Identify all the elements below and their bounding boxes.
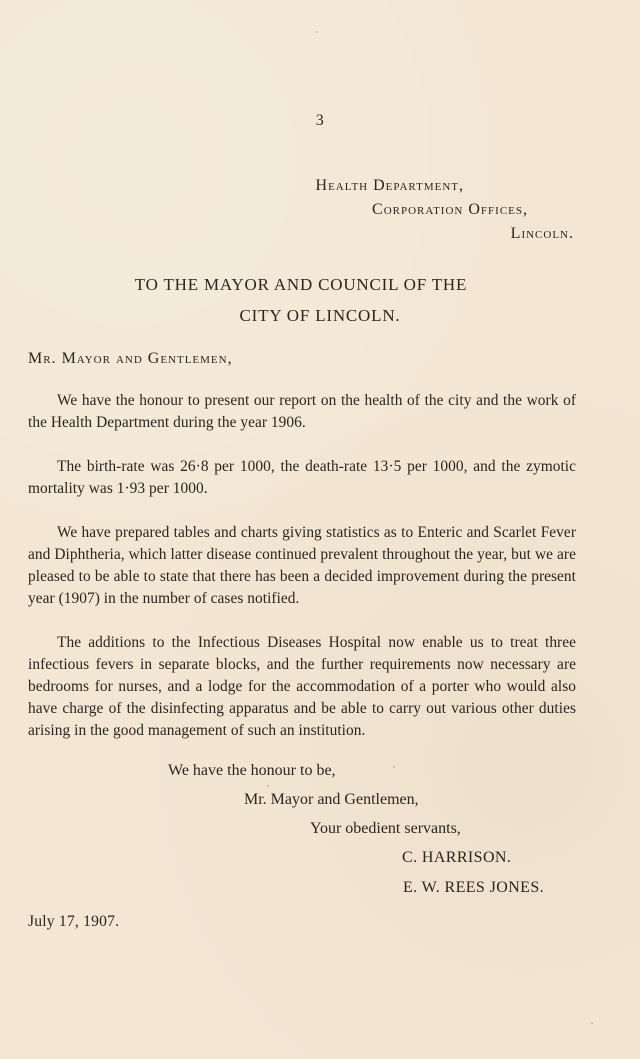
paper-speck bbox=[431, 212, 433, 214]
letter-body bbox=[28, 390, 576, 742]
paragraph-rates: The birth-rate was 26·8 per 1000, the death-rate 13·5 per 1000, and the zymotic mortality was 1·93 per 1000. bbox=[28, 458, 576, 497]
page-number: 3 bbox=[315, 112, 325, 129]
sender-address bbox=[214, 174, 574, 246]
paragraph-statistics: We have prepared tables and charts giving statistics as to Enteric and Scarlet Fever and Diphtheria, which latter disease continued prevalent throughout the year, but we are pleased to be able to state that there has been a decided improvement during the present year (1907) in the number of cases notified. bbox=[28, 524, 576, 607]
address-line-offices: Corporation Offices, bbox=[372, 201, 528, 218]
letter-date: July 17, 1907. bbox=[28, 913, 120, 930]
address-line-city: Lincoln. bbox=[510, 225, 574, 242]
signature-harrison: C. HARRISON. bbox=[402, 849, 512, 866]
closing-servants-line: Your obedient servants, bbox=[310, 820, 461, 837]
paragraph-hospital: The additions to the Infectious Diseases Hospital now enable us to treat three infectious fevers in separate blocks, and the further requirements now necessary are bedrooms for nurses, and a lodge for the accommodation of a porter who would also have charge of the disinfecting apparatus and be able to carry out various other duties arising in the good management of such an institution. bbox=[28, 634, 576, 739]
paper-speck bbox=[591, 1022, 593, 1024]
heading-line-1: TO THE MAYOR AND COUNCIL OF THE bbox=[134, 275, 468, 294]
paper-speck bbox=[393, 766, 395, 768]
closing-address-line: Mr. Mayor and Gentlemen, bbox=[244, 791, 419, 808]
salutation: Mr. Mayor and Gentlemen, bbox=[28, 350, 233, 367]
signature-rees-jones: E. W. REES JONES. bbox=[403, 879, 545, 896]
closing-honour-line: We have the honour to be, bbox=[168, 762, 336, 779]
address-line-department: Health Department, bbox=[315, 177, 464, 194]
paper-speck bbox=[267, 785, 269, 787]
addressee-heading bbox=[0, 270, 640, 330]
heading-line-2: CITY OF LINCOLN. bbox=[239, 306, 401, 325]
paper-speck bbox=[316, 31, 318, 33]
paragraph-report-intro: We have the honour to present our report on the health of the city and the work of the Health Department during the year 1906. bbox=[28, 392, 576, 431]
